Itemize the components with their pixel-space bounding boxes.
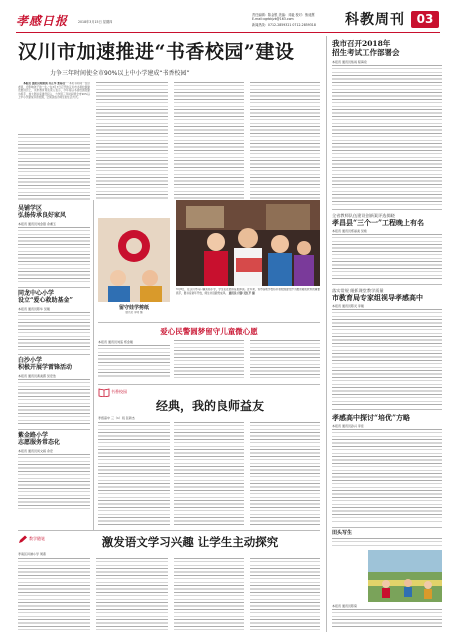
editor-line: 责任编辑：陈金银 美编：邓毅 校对：熊迪慧 <box>252 13 315 17</box>
masthead <box>16 10 442 34</box>
page-number: 03 <box>416 12 434 26</box>
right-story-1-body <box>332 65 442 205</box>
lead-col-1 <box>18 134 90 200</box>
story-7-byline: 孝南区肖港小学 周燕 <box>18 552 46 556</box>
right-photo <box>368 550 442 602</box>
story-7-body-4 <box>250 558 320 630</box>
right-story-1-title: 我市召开2018年 招生考试工作部署会 <box>332 39 400 57</box>
essay-label <box>98 388 128 397</box>
weekly-title: 科教周刊 <box>345 12 405 28</box>
inset-credit: 通讯员 李明 摄 <box>125 311 143 314</box>
story-4-body <box>18 454 90 510</box>
right-story-5-body <box>332 538 442 546</box>
lead-lede-text: “一本好书如同一位好老师，会影响孩子的一生。”在3月7日召开的汉川市书香校园建设推进会上，该市教育局负责人表示，今年将以书香校园创建为抓手，加大图书室建设投入，力争用三年时间使全市90%以上中小学建成书香校园，让阅读成为师生的生活方式。 <box>18 82 90 100</box>
story-5-body-3 <box>250 340 320 379</box>
lead-photo <box>176 200 320 286</box>
story-2-title: 同龙中心小学 设立“爱心救助基金” <box>18 290 73 304</box>
email-line: E-mail:xgrbkjzk@163.com <box>252 17 294 21</box>
lead-photo-caption <box>176 288 320 312</box>
newspaper-logo: 孝感日报 <box>16 14 69 28</box>
story-7-body-1 <box>18 558 90 630</box>
right-story-2-body <box>332 234 442 280</box>
story-7-body-3 <box>174 558 244 630</box>
teaching-label <box>18 535 58 544</box>
book-icon <box>98 388 110 397</box>
right-story-4-title: 孝感高中探讨“培优”方略 <box>332 413 411 422</box>
right-story-5-body-2 <box>332 609 442 629</box>
lead-col-2 <box>96 82 168 200</box>
story-3-byline: 本报讯 通讯员黄美霞 吴宏浩 <box>18 374 56 378</box>
story-6-body-2 <box>174 422 244 526</box>
right-story-3-title: 市教育局专家组视导孝感高中 <box>332 293 423 302</box>
story-5-title: 爱心民警圆梦留守儿童微心愿 <box>160 327 258 336</box>
story-1-title: 吴铺学区 弘扬传承良好家风 <box>18 205 67 219</box>
essay-label-text: 书香校园 <box>111 389 127 394</box>
story-2-body <box>18 312 90 350</box>
lead-photo-credit: 通讯员 付静 吴红平 摄 <box>228 291 255 295</box>
page-number-badge <box>411 11 439 28</box>
masthead-rule <box>16 32 440 33</box>
teaching-label-text: 教学随笔 <box>29 536 45 541</box>
right-story-5-title: 田头写生 <box>332 530 353 536</box>
right-story-3-byline: 本报讯 通讯员陈灵 李刚 <box>332 304 364 308</box>
right-story-1-byline: 本报讯 通讯员熊雨 程海泉 <box>332 60 367 64</box>
lead-subheadline: 力争三年时间使全市90%以上中小学建成“书香校园” <box>50 70 190 77</box>
story-4-title: 紫金路小学 志愿服务常态化 <box>18 432 61 446</box>
lead-photo-caption-text: 3月8日，在汉川市马口镇实验小学，学生们在图书室里捧读。近年来，该市各地学校将书香校园建设作为推进素质教育的重要抓手，图书室常年开放，师生共读蔚然成风。 <box>176 288 320 295</box>
right-story-2-title: 孝昌县“三个一”工程晚上有名 <box>332 218 425 227</box>
phone-line: 新闻热线：0712-2859321 0712-2859318 <box>252 23 316 27</box>
story-3-title: 白沙小学 积极开展学雷锋活动 <box>18 357 73 371</box>
right-story-3-body <box>332 309 442 405</box>
date-line: 2018年3月15日 星期四 <box>78 20 113 24</box>
lead-lede <box>18 82 90 134</box>
lead-byline: 本报讯 通讯员何绪国 肖芷华 张易佳 <box>23 82 66 85</box>
right-story-3-kicker: 落实常规 细抓课堂教学质量 <box>332 288 384 293</box>
story-5-body-2 <box>174 340 244 379</box>
lead-headline: 汉川市加速推进“书香校园”建设 <box>18 41 295 63</box>
story-1-byline: 本报讯 通讯员刘金银 余湘玉 <box>18 222 56 226</box>
story-5-body-1 <box>98 345 170 379</box>
lead-col-4 <box>250 82 320 200</box>
story-7-title: 激发语文学习兴趣 让学生主动探究 <box>101 535 279 549</box>
right-story-4-byline: 本报讯 通讯员孙兴 李佳 <box>332 424 364 428</box>
story-6-title: 经典，我的良师益友 <box>155 399 264 413</box>
story-7-body-2 <box>96 558 168 630</box>
story-2-byline: 本报讯 通讯员陈华 吴刚 <box>18 307 50 311</box>
right-story-5-byline: 本报讯 通讯员陈菊 <box>332 604 357 608</box>
story-5-byline: 本报讯 通讯员刘鉴 郑金刚 <box>98 340 133 344</box>
right-story-2-byline: 本报讯 通讯员郑丽美 吴艳 <box>332 229 367 233</box>
story-6-body-1 <box>98 422 170 526</box>
right-story-2-kicker: 全省教师队伍建设创新案评选揭晓 <box>332 213 395 218</box>
inset-caption: 留守娃学剪纸 <box>118 305 149 311</box>
right-story-4-body <box>332 429 442 523</box>
inset-photo <box>98 218 170 302</box>
lead-col-3 <box>174 82 244 200</box>
story-3-body <box>18 379 90 425</box>
pen-icon <box>18 535 28 544</box>
story-1-body <box>18 227 90 283</box>
story-4-byline: 本报讯 通讯员何文娟 余宏 <box>18 449 53 453</box>
story-6-body-3 <box>250 422 320 526</box>
story-6-byline: 孝感高中 三（1）班 张新杰 <box>98 416 135 420</box>
